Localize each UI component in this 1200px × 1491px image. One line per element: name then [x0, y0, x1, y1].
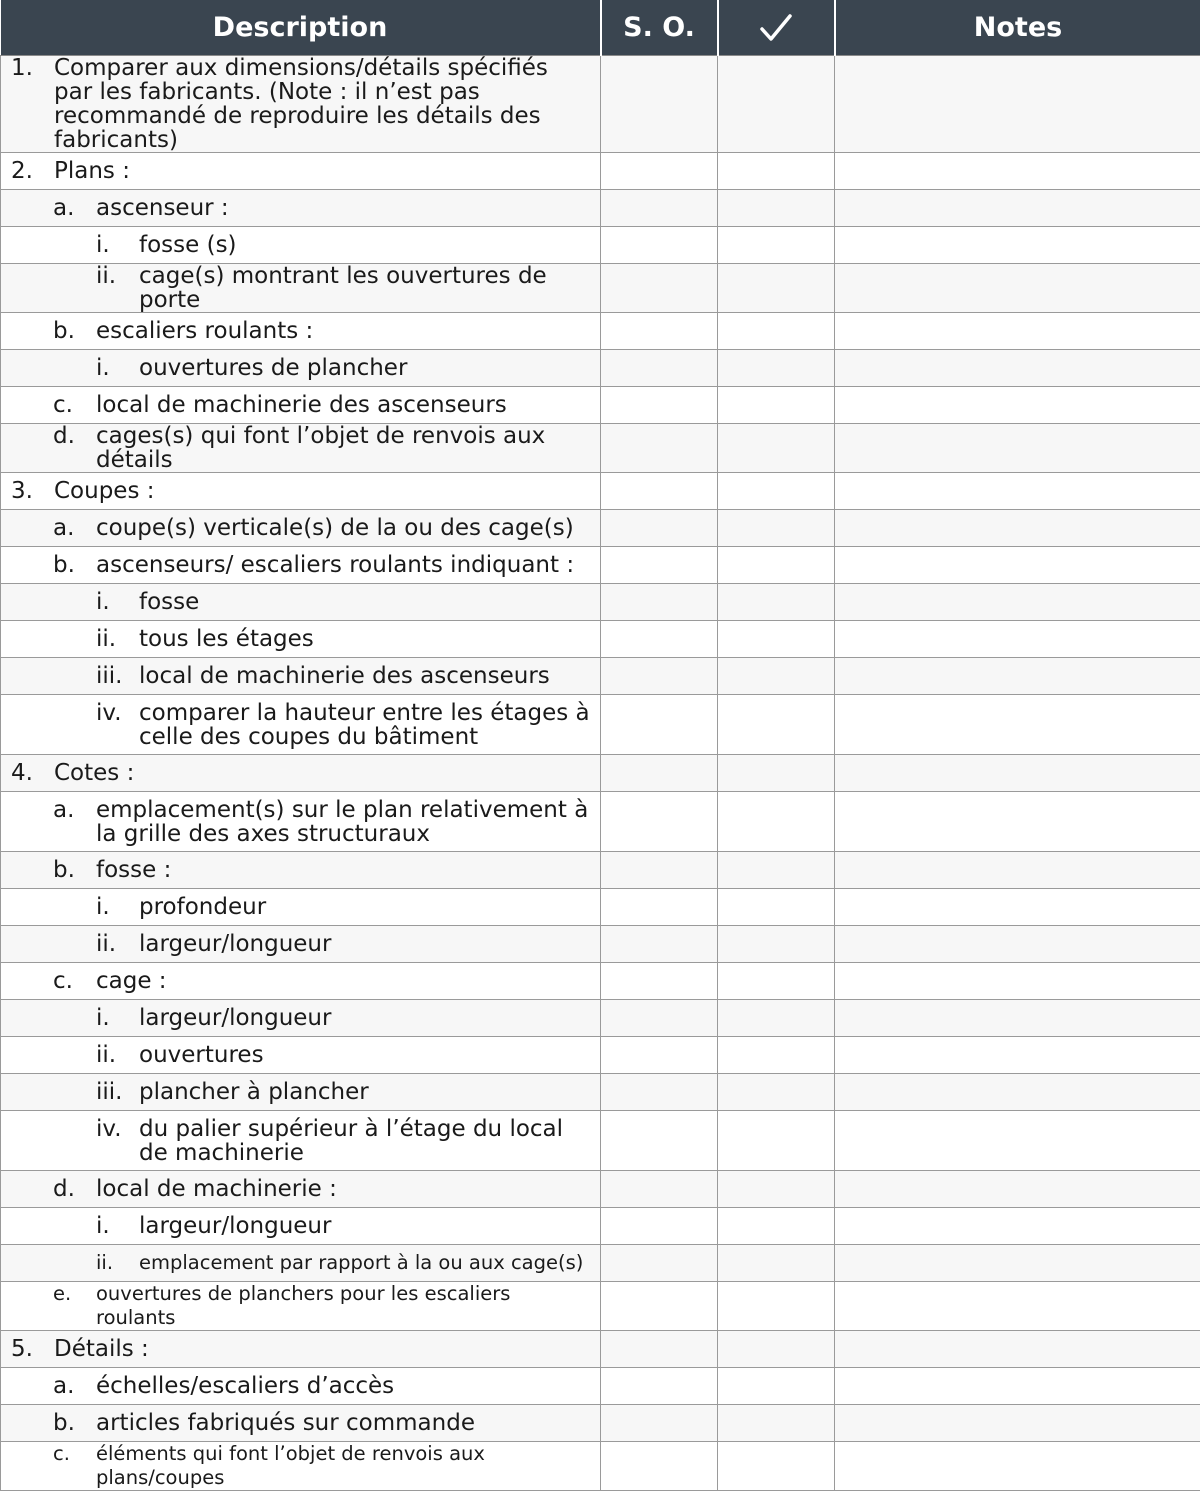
notes-cell[interactable] — [835, 584, 1200, 621]
description-cell — [1, 1368, 601, 1405]
check-cell[interactable] — [718, 926, 835, 963]
description-cell — [1, 1245, 601, 1282]
item-text: du palier supérieur à l’étage du local de machinerie — [139, 1117, 600, 1165]
item-text: comparer la hauteur entre les étages à celle des coupes du bâtiment — [139, 701, 600, 749]
table-row — [1, 1405, 1200, 1442]
item-marker: i. — [96, 356, 139, 380]
so-cell[interactable] — [601, 313, 718, 350]
notes-cell[interactable] — [835, 547, 1200, 584]
item-text: local de machinerie des ascenseurs — [96, 393, 600, 417]
notes-cell[interactable] — [835, 264, 1200, 313]
item-marker: d. — [53, 1177, 96, 1201]
item-text: éléments qui font l’objet de renvois aux plans/coupes — [96, 1442, 600, 1490]
check-cell[interactable] — [718, 1405, 835, 1442]
header-description: Description — [1, 0, 601, 56]
notes-cell[interactable] — [835, 1442, 1200, 1491]
check-cell[interactable] — [718, 1442, 835, 1491]
item-text: Cotes : — [54, 761, 600, 785]
so-cell[interactable] — [601, 1442, 718, 1491]
item-text: largeur/longueur — [139, 1214, 600, 1238]
so-cell[interactable] — [601, 1111, 718, 1171]
notes-cell[interactable] — [835, 313, 1200, 350]
table-row — [1, 1000, 1200, 1037]
item-text: fosse — [139, 590, 600, 614]
notes-cell[interactable] — [835, 227, 1200, 264]
item-text: cage(s) montrant les ouvertures de porte — [139, 264, 600, 312]
item-marker: iv. — [96, 701, 139, 725]
item-marker: i. — [96, 1006, 139, 1030]
so-cell[interactable] — [601, 387, 718, 424]
notes-cell[interactable] — [835, 1405, 1200, 1442]
check-cell[interactable] — [718, 227, 835, 264]
notes-cell[interactable] — [835, 1368, 1200, 1405]
table-row — [1, 510, 1200, 547]
description-cell — [1, 1442, 601, 1491]
notes-cell[interactable] — [835, 621, 1200, 658]
item-text: ouvertures de planchers pour les escaliers roulants — [96, 1282, 600, 1330]
description-cell — [1, 1111, 601, 1171]
item-text: largeur/longueur — [139, 932, 600, 956]
table-row — [1, 1037, 1200, 1074]
check-cell[interactable] — [718, 792, 835, 852]
table-row — [1, 852, 1200, 889]
notes-cell[interactable] — [835, 852, 1200, 889]
so-cell[interactable] — [601, 1037, 718, 1074]
table-row — [1, 926, 1200, 963]
check-cell[interactable] — [718, 889, 835, 926]
description-cell — [1, 1074, 601, 1111]
item-marker: i. — [96, 895, 139, 919]
so-cell[interactable] — [601, 547, 718, 584]
so-cell[interactable] — [601, 227, 718, 264]
so-cell[interactable] — [601, 1331, 718, 1368]
table-row — [1, 963, 1200, 1000]
description-cell — [1, 584, 601, 621]
so-cell[interactable] — [601, 153, 718, 190]
so-cell[interactable] — [601, 852, 718, 889]
notes-cell[interactable] — [835, 473, 1200, 510]
item-marker: 5. — [11, 1337, 54, 1361]
table-row — [1, 313, 1200, 350]
item-marker: ii. — [96, 627, 139, 651]
table-row — [1, 1171, 1200, 1208]
table-row — [1, 889, 1200, 926]
description-cell — [1, 153, 601, 190]
notes-cell[interactable] — [835, 1282, 1200, 1331]
description-cell — [1, 56, 601, 153]
table-row — [1, 264, 1200, 313]
so-cell[interactable] — [601, 1208, 718, 1245]
item-marker: c. — [53, 393, 96, 417]
item-marker: b. — [53, 858, 96, 882]
check-cell[interactable] — [718, 658, 835, 695]
so-cell[interactable] — [601, 1074, 718, 1111]
item-text: profondeur — [139, 895, 600, 919]
so-cell[interactable] — [601, 755, 718, 792]
item-text: cages(s) qui font l’objet de renvois aux détails — [96, 424, 600, 472]
check-cell[interactable] — [718, 510, 835, 547]
so-cell[interactable] — [601, 264, 718, 313]
item-text: Détails : — [54, 1337, 600, 1361]
so-cell[interactable] — [601, 963, 718, 1000]
check-cell[interactable] — [718, 621, 835, 658]
check-cell[interactable] — [718, 264, 835, 313]
notes-cell[interactable] — [835, 424, 1200, 473]
description-cell — [1, 1405, 601, 1442]
check-cell[interactable] — [718, 1171, 835, 1208]
item-marker: b. — [53, 319, 96, 343]
item-text: emplacement par rapport à la ou aux cage(s) — [139, 1251, 600, 1275]
so-cell[interactable] — [601, 424, 718, 473]
item-text: Coupes : — [54, 479, 600, 503]
so-cell[interactable] — [601, 190, 718, 227]
so-cell[interactable] — [601, 621, 718, 658]
table-row — [1, 153, 1200, 190]
description-cell — [1, 313, 601, 350]
notes-cell[interactable] — [835, 889, 1200, 926]
notes-cell[interactable] — [835, 1111, 1200, 1171]
so-cell[interactable] — [601, 1282, 718, 1331]
table-row — [1, 350, 1200, 387]
item-text: ouvertures — [139, 1043, 600, 1067]
header-notes: Notes — [835, 0, 1200, 56]
so-cell[interactable] — [601, 584, 718, 621]
item-marker: e. — [53, 1282, 96, 1306]
description-cell — [1, 621, 601, 658]
check-cell[interactable] — [718, 1000, 835, 1037]
description-cell — [1, 1037, 601, 1074]
item-text: emplacement(s) sur le plan relativement à la grille des axes structuraux — [96, 798, 600, 846]
item-marker: iii. — [96, 664, 139, 688]
check-cell[interactable] — [718, 153, 835, 190]
check-cell[interactable] — [718, 387, 835, 424]
check-cell[interactable] — [718, 424, 835, 473]
table-row — [1, 621, 1200, 658]
notes-cell[interactable] — [835, 1171, 1200, 1208]
notes-cell[interactable] — [835, 695, 1200, 755]
check-cell[interactable] — [718, 695, 835, 755]
item-text: largeur/longueur — [139, 1006, 600, 1030]
description-cell — [1, 1208, 601, 1245]
table-row — [1, 547, 1200, 584]
so-cell[interactable] — [601, 1245, 718, 1282]
item-marker: c. — [53, 1442, 96, 1466]
check-cell[interactable] — [718, 963, 835, 1000]
table-row — [1, 1282, 1200, 1331]
description-cell — [1, 190, 601, 227]
item-marker: a. — [53, 1374, 96, 1398]
check-cell[interactable] — [718, 1111, 835, 1171]
description-cell — [1, 350, 601, 387]
description-cell — [1, 473, 601, 510]
item-marker: b. — [53, 553, 96, 577]
table-row — [1, 658, 1200, 695]
item-text: articles fabriqués sur commande — [96, 1411, 600, 1435]
item-text: ascenseur : — [96, 196, 600, 220]
header-check — [718, 0, 835, 56]
so-cell[interactable] — [601, 695, 718, 755]
checkmark-icon — [759, 13, 793, 43]
item-text: cage : — [96, 969, 600, 993]
description-cell — [1, 963, 601, 1000]
item-marker: iv. — [96, 1117, 139, 1141]
notes-cell[interactable] — [835, 792, 1200, 852]
item-text: ouvertures de plancher — [139, 356, 600, 380]
description-cell — [1, 1000, 601, 1037]
notes-cell[interactable] — [835, 926, 1200, 963]
table-row — [1, 1074, 1200, 1111]
table-row — [1, 792, 1200, 852]
so-cell[interactable] — [601, 1368, 718, 1405]
item-marker: ii. — [96, 932, 139, 956]
check-cell[interactable] — [718, 56, 835, 153]
check-cell[interactable] — [718, 852, 835, 889]
item-marker: b. — [53, 1411, 96, 1435]
description-cell — [1, 227, 601, 264]
notes-cell[interactable] — [835, 153, 1200, 190]
check-cell[interactable] — [718, 190, 835, 227]
so-cell[interactable] — [601, 1405, 718, 1442]
table-row — [1, 755, 1200, 792]
check-cell[interactable] — [718, 473, 835, 510]
notes-cell[interactable] — [835, 1000, 1200, 1037]
item-text: coupe(s) verticale(s) de la ou des cage(s) — [96, 516, 600, 540]
table-row — [1, 1111, 1200, 1171]
notes-cell[interactable] — [835, 510, 1200, 547]
so-cell[interactable] — [601, 350, 718, 387]
table-row — [1, 1245, 1200, 1282]
table-row — [1, 190, 1200, 227]
item-marker: i. — [96, 1214, 139, 1238]
table-row — [1, 424, 1200, 473]
item-text: Plans : — [54, 159, 600, 183]
notes-cell[interactable] — [835, 387, 1200, 424]
item-marker: i. — [96, 590, 139, 614]
notes-cell[interactable] — [835, 755, 1200, 792]
notes-cell[interactable] — [835, 350, 1200, 387]
table-row — [1, 56, 1200, 153]
table-row — [1, 227, 1200, 264]
description-cell — [1, 695, 601, 755]
description-cell — [1, 264, 601, 313]
check-cell[interactable] — [718, 584, 835, 621]
so-cell[interactable] — [601, 889, 718, 926]
item-text: fosse : — [96, 858, 600, 882]
check-cell[interactable] — [718, 1282, 835, 1331]
description-cell — [1, 1171, 601, 1208]
item-marker: 4. — [11, 761, 54, 785]
item-text: échelles/escaliers d’accès — [96, 1374, 600, 1398]
item-marker: ii. — [96, 264, 139, 288]
check-cell[interactable] — [718, 1074, 835, 1111]
so-cell[interactable] — [601, 1000, 718, 1037]
table-row — [1, 1368, 1200, 1405]
item-text: tous les étages — [139, 627, 600, 651]
so-cell[interactable] — [601, 1171, 718, 1208]
check-cell[interactable] — [718, 1331, 835, 1368]
item-marker: a. — [53, 516, 96, 540]
description-cell — [1, 792, 601, 852]
item-text: ascenseurs/ escaliers roulants indiquant : — [96, 553, 600, 577]
item-marker: d. — [53, 424, 96, 448]
check-cell[interactable] — [718, 1208, 835, 1245]
description-cell — [1, 1282, 601, 1331]
so-cell[interactable] — [601, 658, 718, 695]
item-marker: 1. — [11, 56, 54, 80]
item-text: plancher à plancher — [139, 1080, 600, 1104]
description-cell — [1, 387, 601, 424]
item-marker: 2. — [11, 159, 54, 183]
notes-cell[interactable] — [835, 1245, 1200, 1282]
description-cell — [1, 926, 601, 963]
description-cell — [1, 510, 601, 547]
table-row — [1, 387, 1200, 424]
item-marker: a. — [53, 798, 96, 822]
item-text: local de machinerie des ascenseurs — [139, 664, 600, 688]
check-cell[interactable] — [718, 1037, 835, 1074]
description-cell — [1, 755, 601, 792]
item-text: local de machinerie : — [96, 1177, 600, 1201]
table-row — [1, 695, 1200, 755]
description-cell — [1, 1331, 601, 1368]
item-text: Comparer aux dimensions/détails spécifiés par les fabricants. (Note : il n’est pas recommandé de reproduire les détails des fabricants) — [54, 56, 600, 152]
so-cell[interactable] — [601, 510, 718, 547]
table-row — [1, 584, 1200, 621]
so-cell[interactable] — [601, 926, 718, 963]
table-row — [1, 1208, 1200, 1245]
item-marker: ii. — [96, 1251, 139, 1275]
check-cell[interactable] — [718, 755, 835, 792]
check-cell[interactable] — [718, 547, 835, 584]
table-row — [1, 1331, 1200, 1368]
notes-cell[interactable] — [835, 1074, 1200, 1111]
notes-cell[interactable] — [835, 1331, 1200, 1368]
item-marker: 3. — [11, 479, 54, 503]
item-text: escaliers roulants : — [96, 319, 600, 343]
so-cell[interactable] — [601, 56, 718, 153]
so-cell[interactable] — [601, 473, 718, 510]
description-cell — [1, 547, 601, 584]
item-text: fosse (s) — [139, 233, 600, 257]
check-cell[interactable] — [718, 1368, 835, 1405]
description-cell — [1, 852, 601, 889]
description-cell — [1, 889, 601, 926]
table-row — [1, 1442, 1200, 1491]
description-cell — [1, 424, 601, 473]
check-cell[interactable] — [718, 1245, 835, 1282]
so-cell[interactable] — [601, 792, 718, 852]
notes-cell[interactable] — [835, 1037, 1200, 1074]
check-cell[interactable] — [718, 350, 835, 387]
header-so: S. O. — [601, 0, 718, 56]
check-cell[interactable] — [718, 313, 835, 350]
item-marker: ii. — [96, 1043, 139, 1067]
item-marker: iii. — [96, 1080, 139, 1104]
notes-cell[interactable] — [835, 1208, 1200, 1245]
item-marker: c. — [53, 969, 96, 993]
table-row — [1, 473, 1200, 510]
notes-cell[interactable] — [835, 190, 1200, 227]
header-row — [1, 0, 1200, 56]
notes-cell[interactable] — [835, 963, 1200, 1000]
description-cell — [1, 658, 601, 695]
item-marker: i. — [96, 233, 139, 257]
item-marker: a. — [53, 196, 96, 220]
notes-cell[interactable] — [835, 658, 1200, 695]
notes-cell[interactable] — [835, 56, 1200, 153]
